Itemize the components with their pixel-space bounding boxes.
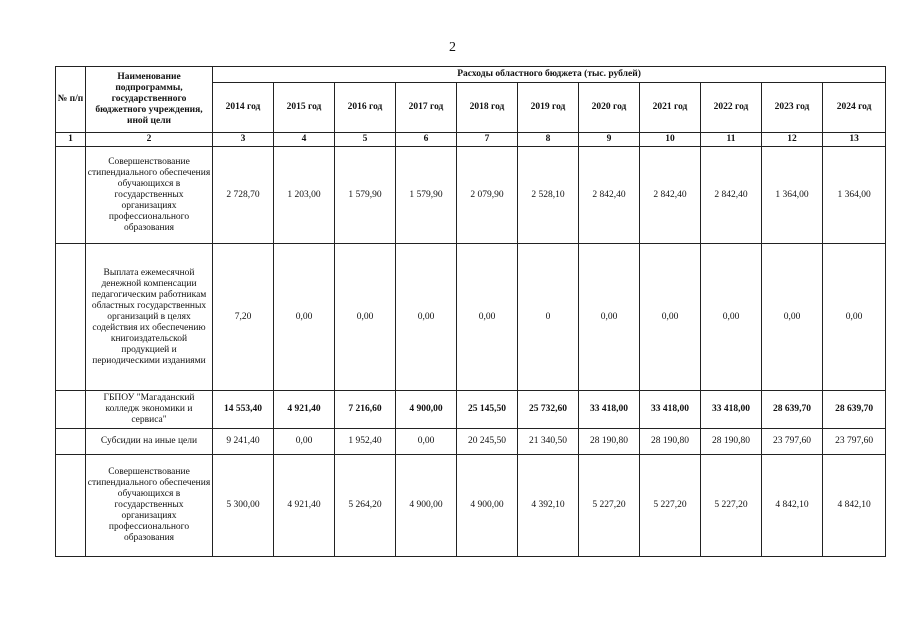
row-value: 2 842,40 — [701, 147, 762, 244]
header-year: 2023 год — [762, 83, 823, 133]
row-value: 25 732,60 — [518, 391, 579, 429]
column-index: 10 — [640, 133, 701, 147]
row-value: 7,20 — [213, 244, 274, 391]
column-index: 11 — [701, 133, 762, 147]
row-num — [56, 429, 86, 455]
column-index: 5 — [335, 133, 396, 147]
row-value: 2 842,40 — [579, 147, 640, 244]
column-index: 13 — [823, 133, 886, 147]
row-value: 33 418,00 — [701, 391, 762, 429]
row-value: 0,00 — [335, 244, 396, 391]
header-year: 2019 год — [518, 83, 579, 133]
header-year: 2020 год — [579, 83, 640, 133]
row-value: 5 227,20 — [579, 455, 640, 557]
row-value: 5 300,00 — [213, 455, 274, 557]
row-value: 0,00 — [457, 244, 518, 391]
row-value: 4 900,00 — [396, 391, 457, 429]
table-row — [56, 455, 886, 557]
column-index: 2 — [86, 133, 213, 147]
row-value: 4 921,40 — [274, 455, 335, 557]
header-year: 2014 год — [213, 83, 274, 133]
row-value: 0,00 — [762, 244, 823, 391]
row-value: 2 079,90 — [457, 147, 518, 244]
header-num: № п/п — [56, 67, 86, 133]
row-value: 28 639,70 — [762, 391, 823, 429]
row-value: 28 190,80 — [640, 429, 701, 455]
column-index: 4 — [274, 133, 335, 147]
row-name: Выплата ежемесячной денежной компенсации педагогическим работникам областных государственных организаций в целях содействия их обеспечению книгоиздательской продукцией и периодическими изданиями — [86, 244, 213, 391]
row-value: 5 227,20 — [640, 455, 701, 557]
table-row — [56, 429, 886, 455]
row-value: 2 842,40 — [640, 147, 701, 244]
row-value: 1 364,00 — [823, 147, 886, 244]
row-value: 20 245,50 — [457, 429, 518, 455]
row-value: 1 579,90 — [396, 147, 457, 244]
row-name: ГБПОУ "Магаданский колледж экономики и сервиса" — [86, 391, 213, 429]
header-name: Наименование подпрограммы, государственного бюджетного учреждения, иной цели — [86, 67, 213, 133]
table-row — [56, 147, 886, 244]
row-value: 4 900,00 — [457, 455, 518, 557]
header-year: 2015 год — [274, 83, 335, 133]
row-value: 4 900,00 — [396, 455, 457, 557]
column-index: 8 — [518, 133, 579, 147]
header-year: 2022 год — [701, 83, 762, 133]
row-value: 0 — [518, 244, 579, 391]
row-value: 0,00 — [396, 244, 457, 391]
row-value: 0,00 — [274, 429, 335, 455]
row-value: 2 728,70 — [213, 147, 274, 244]
row-value: 4 392,10 — [518, 455, 579, 557]
row-value: 0,00 — [396, 429, 457, 455]
row-name: Совершенствование стипендиального обеспечения обучающихся в государственных организациях профессионального образования — [86, 147, 213, 244]
row-value: 23 797,60 — [823, 429, 886, 455]
budget-table — [55, 66, 886, 557]
row-value: 14 553,40 — [213, 391, 274, 429]
row-value: 0,00 — [823, 244, 886, 391]
row-value: 0,00 — [701, 244, 762, 391]
row-value: 28 190,80 — [701, 429, 762, 455]
row-value: 23 797,60 — [762, 429, 823, 455]
header-year: 2016 год — [335, 83, 396, 133]
row-value: 2 528,10 — [518, 147, 579, 244]
row-num — [56, 455, 86, 557]
column-index: 1 — [56, 133, 86, 147]
row-value: 28 639,70 — [823, 391, 886, 429]
row-name: Совершенствование стипендиального обеспечения обучающихся в государственных организациях профессионального образования — [86, 455, 213, 557]
row-value: 5 227,20 — [701, 455, 762, 557]
column-index: 12 — [762, 133, 823, 147]
row-value: 0,00 — [579, 244, 640, 391]
row-value: 25 145,50 — [457, 391, 518, 429]
row-name: Субсидии на иные цели — [86, 429, 213, 455]
column-index: 9 — [579, 133, 640, 147]
row-value: 4 842,10 — [762, 455, 823, 557]
row-num — [56, 391, 86, 429]
column-index-row — [56, 133, 886, 147]
row-value: 4 921,40 — [274, 391, 335, 429]
row-value: 28 190,80 — [579, 429, 640, 455]
row-value: 5 264,20 — [335, 455, 396, 557]
row-num — [56, 244, 86, 391]
row-num — [56, 147, 86, 244]
header-year: 2021 год — [640, 83, 701, 133]
header-year: 2018 год — [457, 83, 518, 133]
row-value: 1 203,00 — [274, 147, 335, 244]
row-value: 0,00 — [274, 244, 335, 391]
row-value: 1 952,40 — [335, 429, 396, 455]
row-value: 33 418,00 — [579, 391, 640, 429]
column-index: 6 — [396, 133, 457, 147]
page-number: 2 — [449, 40, 456, 55]
row-value: 21 340,50 — [518, 429, 579, 455]
row-value: 4 842,10 — [823, 455, 886, 557]
row-value: 33 418,00 — [640, 391, 701, 429]
row-value: 7 216,60 — [335, 391, 396, 429]
column-index: 7 — [457, 133, 518, 147]
row-value: 1 364,00 — [762, 147, 823, 244]
header-year: 2017 год — [396, 83, 457, 133]
table-row — [56, 244, 886, 391]
table-row — [56, 391, 886, 429]
row-value: 9 241,40 — [213, 429, 274, 455]
row-value: 1 579,90 — [335, 147, 396, 244]
row-value: 0,00 — [640, 244, 701, 391]
header-year: 2024 год — [823, 83, 886, 133]
header-group-title: Расходы областного бюджета (тыс. рублей) — [213, 67, 886, 83]
column-index: 3 — [213, 133, 274, 147]
